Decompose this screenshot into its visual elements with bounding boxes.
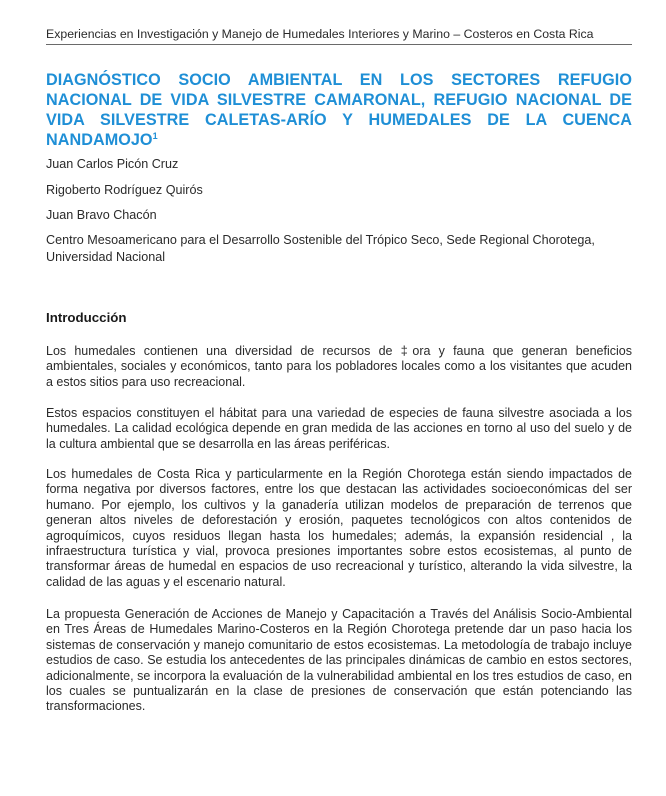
body-paragraph: Estos espacios constituyen el hábitat para una variedad de especies de fauna silvestre asociada a los humedales. La calidad ecológica depende en gran medida de las acciones en torno al uso del suelo y de la cultura ambiental que se desarrolla en las áreas periféricas. (46, 406, 632, 451)
article-title-text: DIAGNÓSTICO SOCIO AMBIENTAL EN LOS SECTORES REFUGIO NACIONAL DE VIDA SILVESTRE CAMARONAL, REFUGIO NACIONAL DE VIDA SILVESTRE CALETAS-ARÍO Y HUMEDALES DE LA CUENCA NANDAMOJO (46, 71, 632, 149)
author-name: Juan Carlos Picón Cruz (46, 157, 179, 171)
body-paragraph: La propuesta Generación de Acciones de Manejo y Capacitación a Través del Análisis Socio-Ambiental en Tres Áreas de Humedales Marino-Costeros en la Región Chorotega pretende dar un paso hacia los sistemas de conservación y manejo comunitario de estos ecosistemas. La metodología de trabajo incluye estudios de caso. Se estudia los antecedentes de las principales dinámicas de cambio en estos sectores, adicionalmente, se incorpora la evaluación de la vulnerabilidad ambiental en los tres estudios de caso, en los cuales se puntualizarán en la clase de presiones de conservación que están potenciando las transformaciones. (46, 607, 632, 714)
section-heading: Introducción (46, 310, 127, 325)
author-name: Juan Bravo Chacón (46, 208, 157, 222)
running-header: Experiencias en Investigación y Manejo de Humedales Interiores y Marino – Costeros en Costa Rica (46, 27, 594, 41)
article-title (46, 70, 632, 150)
title-footnote-marker[interactable]: 1 (152, 131, 158, 141)
author-name: Rigoberto Rodríguez Quirós (46, 183, 203, 197)
body-paragraph: Los humedales de Costa Rica y particularmente en la Región Chorotega están siendo impactados de forma negativa por diversos factores, entre los que destacan las actividades socioeconómicas del ser humano. Por ejemplo, los cultivos y la ganadería utilizan modelos de preparación de terrenos que generan altos niveles de deforestación y erosión, paquetes tecnológicos con altos contenidos de agroquímicos, cuyos residuos llegan hasta los humedales; además, la expansión residencial , la infraestructura turística y vial, provoca presiones importantes sobre estos ecosistemas, al punto de transformar áreas de humedal en espacios de uso recreacional y turístico, alterando la vida silvestre, la calidad de las aguas y el escenario natural. (46, 467, 632, 589)
body-paragraph: Los humedales contienen una diversidad de recursos de ‡ora y fauna que generan beneﬁcios ambientales, sociales y económicos, tanto para los pobladores locales como a los visitantes que acuden a estos sitios para uso recreacional. (46, 344, 632, 389)
author-affiliation: Centro Mesoamericano para el Desarrollo Sostenible del Trópico Seco, Sede Regional Chorotega, Universidad Nacional (46, 233, 595, 264)
header-divider (46, 44, 632, 45)
